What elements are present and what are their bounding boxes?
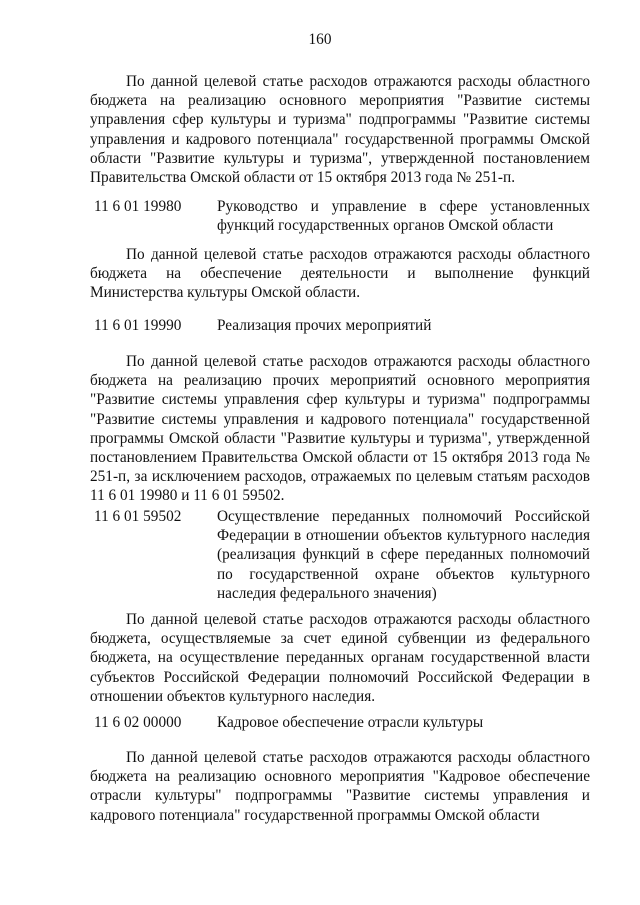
budget-code: 11 6 01 59502 bbox=[94, 508, 182, 525]
budget-entry-title: Кадровое обеспечение отрасли культуры bbox=[217, 714, 484, 731]
budget-entry-title: Руководство и управление в сфере установленных функций государственных органов Омской области bbox=[217, 198, 590, 235]
page-number: 160 bbox=[308, 31, 332, 48]
budget-entry-title: Реализация прочих мероприятий bbox=[217, 317, 432, 334]
paragraph: По данной целевой статье расходов отражаются расходы областного бюджета на реализацию основного мероприятия "Кадровое обеспечение отрасли культуры" подпрограммы "Развитие системы управления и кадрового потенциала" государственной программы Омской области bbox=[90, 749, 590, 824]
budget-code: 11 6 02 00000 bbox=[94, 714, 182, 731]
budget-code: 11 6 01 19990 bbox=[94, 317, 182, 334]
paragraph: По данной целевой статье расходов отражаются расходы областного бюджета на обеспечение деятельности и выполнение функций Министерства культуры Омской области. bbox=[90, 246, 590, 302]
paragraph: По данной целевой статье расходов отражаются расходы областного бюджета на реализацию основного мероприятия "Развитие системы управления сфер культуры и туризма" подпрограммы "Развитие системы управления и кадрового потенциала" государственной программы Омской области "Развитие культуры и туризма", утвержденной постановлением Правительства Омской области от 15 октября 2013 года № 251-п. bbox=[90, 73, 590, 187]
budget-entry-title: Осуществление переданных полномочий Российской Федерации в отношении объектов культурного наследия (реализация функций в сфере переданных полномочий по государственной охране объектов культурного наследия федерального значения) bbox=[217, 508, 590, 602]
budget-code: 11 6 01 19980 bbox=[94, 198, 182, 215]
paragraph: По данной целевой статье расходов отражаются расходы областного бюджета, осуществляемые за счет единой субвенции из федерального бюджета, на осуществление переданных органам государственной власти субъектов Российской Федерации полномочий Российской Федерации в отношении объектов культурного наследия. bbox=[90, 611, 590, 705]
paragraph: По данной целевой статье расходов отражаются расходы областного бюджета на реализацию прочих мероприятий основного мероприятия "Развитие системы управления сфер культуры и туризма" подпрограммы "Развитие системы управления и кадрового потенциала" государственной программы Омской области "Развитие культуры и туризма", утвержденной постановлением Правительства Омской области от 15 октября 2013 года № 251-п, за исключением расходов, отражаемых по целевым статьям расходов 11 6 01 19980 и 11 6 01 59502. bbox=[90, 353, 590, 505]
